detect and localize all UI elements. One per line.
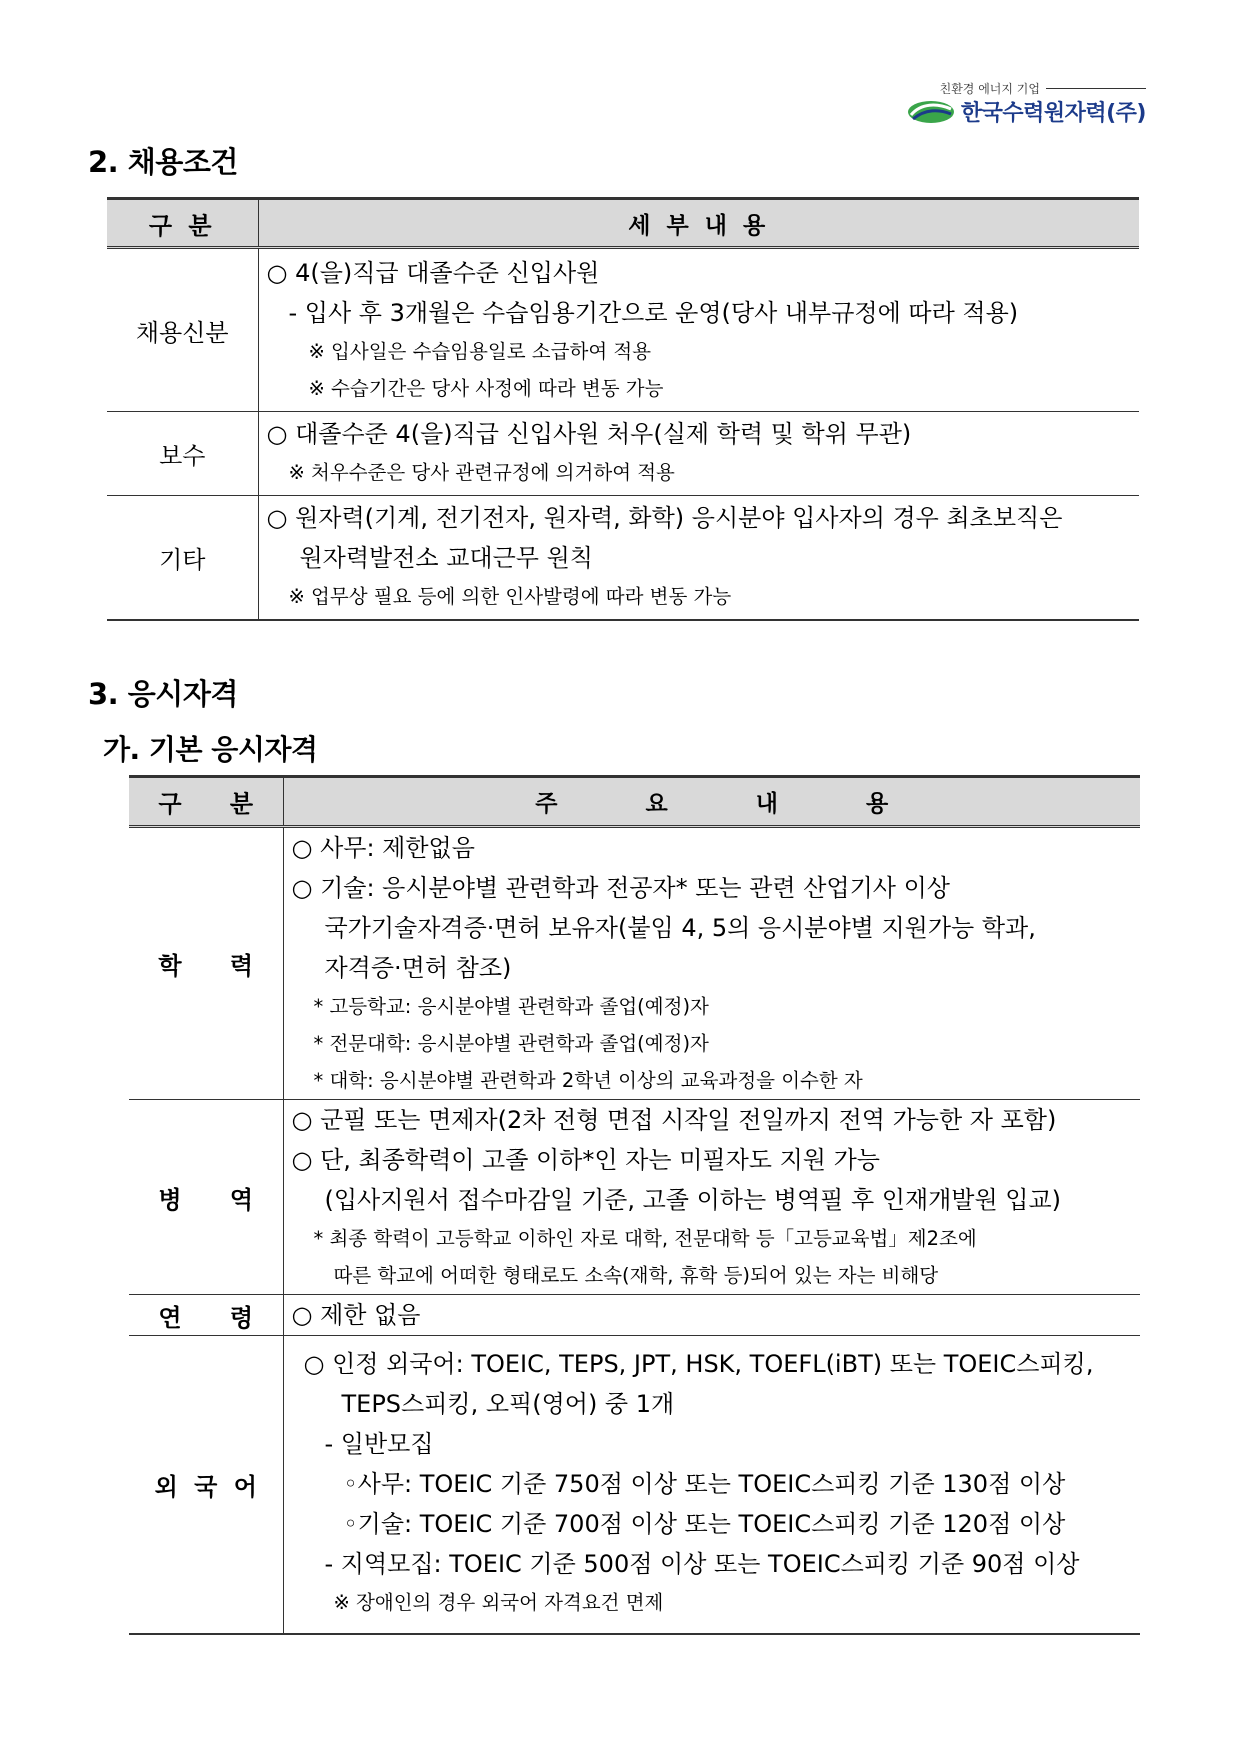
logo-tagline: 친환경 에너지 기업 [940, 80, 1146, 97]
list-item: ○ 원자력(기계, 전기전자, 원자력, 화학) 응시분야 입사자의 경우 최초보직은 [266, 504, 1063, 532]
list-item: 자격증·면허 참조) [324, 954, 512, 982]
note-item: 따른 학교에 어떠한 형태로도 소속(재학, 휴학 등)되어 있는 자는 비해당 [333, 1264, 939, 1287]
eligibility-table [129, 775, 1140, 1635]
row-category: 병 역 [129, 1100, 283, 1295]
list-item: ○ 인정 외국어: TOEIC, TEPS, JPT, HSK, TOEFL(iBT) 또는 TOEIC스피킹, [303, 1350, 1094, 1378]
note-item: ※ 수습기간은 당사 사정에 따라 변동 가능 [308, 377, 664, 400]
table-row [107, 412, 1139, 496]
note-item: * 전문대학: 응시분야별 관련학과 졸업(예정)자 [313, 1032, 709, 1055]
company-logo [876, 78, 1146, 128]
list-item: ○ 군필 또는 면제자(2차 전형 면접 시작일 전일까지 전역 가능한 자 포함) [291, 1106, 1057, 1134]
list-item: (입사지원서 접수마감일 기준, 고졸 이하는 병역필 후 인재개발원 입교) [324, 1186, 1062, 1214]
row-category: 학 력 [129, 827, 283, 1100]
table-row [129, 1100, 1140, 1295]
list-item: ◦사무: TOEIC 기준 750점 이상 또는 TOEIC스피킹 기준 130점 이상 [343, 1470, 1066, 1498]
list-item: ○ 단, 최종학력이 고졸 이하*인 자는 미필자도 지원 가능 [291, 1146, 880, 1174]
logo-mark-icon [907, 99, 955, 125]
col-header-category: 구 분 [129, 777, 283, 827]
employment-conditions-table [107, 197, 1139, 621]
logo-company-name: 한국수력원자력(주) [960, 101, 1146, 126]
list-item: - 일반모집 [324, 1430, 434, 1458]
col-header-category: 구 분 [107, 199, 258, 248]
list-item: ◦기술: TOEIC 기준 700점 이상 또는 TOEIC스피킹 기준 120점 이상 [343, 1510, 1066, 1538]
table-row [129, 1336, 1140, 1635]
row-category: 보수 [107, 412, 258, 496]
col-header-details: 세 부 내 용 [258, 199, 1139, 248]
list-item: - 입사 후 3개월은 수습임용기간으로 운영(당사 내부규정에 따라 적용) [288, 299, 1019, 327]
list-item: 원자력발전소 교대근무 원칙 [299, 544, 593, 572]
table-row [107, 248, 1139, 412]
list-item: ○ 4(을)직급 대졸수준 신입사원 [266, 259, 600, 287]
section-3-subtitle: 가. 기본 응시자격 [103, 733, 318, 766]
list-item: - 지역모집: TOEIC 기준 500점 이상 또는 TOEIC스피킹 기준 90점 이상 [324, 1550, 1080, 1578]
section-2-title: 2. 채용조건 [88, 145, 238, 179]
note-item: * 대학: 응시분야별 관련학과 2학년 이상의 교육과정을 이수한 자 [313, 1069, 863, 1092]
note-item: * 고등학교: 응시분야별 관련학과 졸업(예정)자 [313, 995, 709, 1018]
row-category: 연 령 [129, 1295, 283, 1336]
table-row [107, 496, 1139, 621]
note-item: ※ 입사일은 수습임용일로 소급하여 적용 [308, 340, 652, 363]
row-category: 채용신분 [107, 248, 258, 412]
list-item: ○ 사무: 제한없음 [291, 834, 475, 862]
note-item: ※ 업무상 필요 등에 의한 인사발령에 따라 변동 가능 [288, 585, 732, 608]
list-item: ○ 대졸수준 4(을)직급 신입사원 처우(실제 학력 및 학위 무관) [266, 420, 912, 448]
note-item: ※ 장애인의 경우 외국어 자격요건 면제 [333, 1591, 664, 1614]
list-item: TEPS스피킹, 오픽(영어) 중 1개 [341, 1390, 675, 1418]
row-category: 기타 [107, 496, 258, 621]
section-3-title: 3. 응시자격 [88, 677, 238, 711]
table-row [129, 1295, 1140, 1336]
list-item: ○ 기술: 응시분야별 관련학과 전공자* 또는 관련 산업기사 이상 [291, 874, 950, 902]
col-header-details: 주 요 내 용 [283, 777, 1140, 827]
list-item: ○ 제한 없음 [291, 1301, 421, 1329]
list-item: 국가기술자격증·면허 보유자(붙임 4, 5의 응시분야별 지원가능 학과, [324, 914, 1036, 942]
note-item: ※ 처우수준은 당사 관련규정에 의거하여 적용 [288, 461, 675, 484]
note-item: * 최종 학력이 고등학교 이하인 자로 대학, 전문대학 등「고등교육법」제2조에 [313, 1227, 977, 1250]
table-row [129, 827, 1140, 1100]
row-category: 외 국 어 [129, 1336, 283, 1635]
